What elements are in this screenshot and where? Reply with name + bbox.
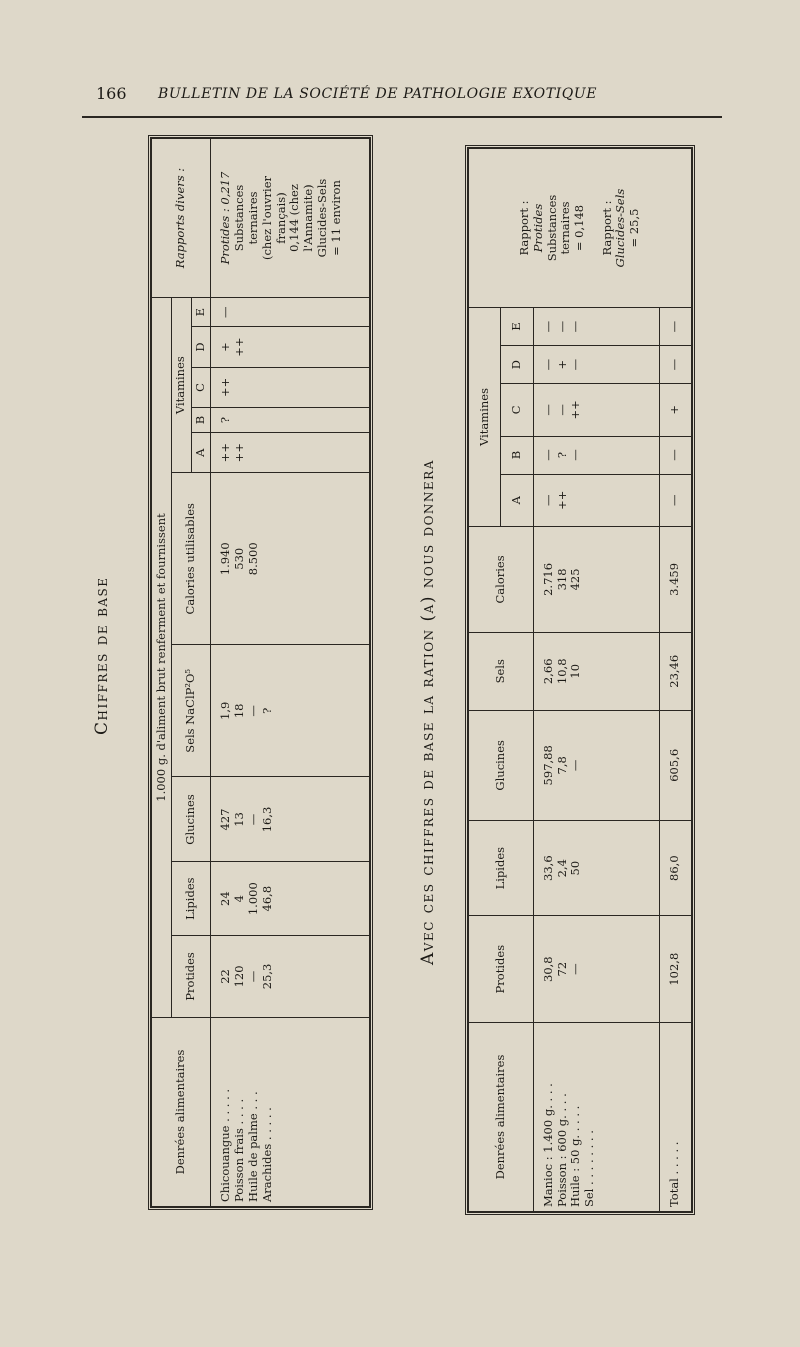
t1-value: 18 xyxy=(232,703,247,719)
t1-glucines-cell xyxy=(211,777,370,862)
running-title: BULLETIN DE LA SOCIÉTÉ DE PATHOLOGIE EXOTIQUE xyxy=(158,86,598,102)
t2-total-lipides: 86,0 xyxy=(659,820,692,915)
t1-value: ++ xyxy=(218,377,233,398)
t1-vit-b-cell xyxy=(211,408,370,433)
t2-total-protides: 102,8 xyxy=(659,916,692,1023)
t2-vit-a: A xyxy=(501,474,533,526)
t1-foods-cell xyxy=(211,1018,370,1207)
t1-value: ? xyxy=(259,707,274,714)
t2-rapport-line: = 25,5 xyxy=(627,208,642,248)
t2-value: 10,8 xyxy=(554,658,569,685)
t2-value: — xyxy=(568,963,583,975)
t2-value: — xyxy=(540,494,555,506)
t2-foods-cell xyxy=(533,1023,659,1212)
t1-vit-e-cell xyxy=(211,298,370,327)
t1-rapport-line: Glucides-Sels xyxy=(315,178,330,258)
t2-value: ? xyxy=(554,451,569,459)
t1-value: ++ xyxy=(232,443,247,463)
t1-vit-a: A xyxy=(191,432,211,472)
t2-glucines-cell xyxy=(533,710,659,820)
t2-rapport-line: Protides xyxy=(530,203,545,253)
t1-lipides-cell xyxy=(211,862,370,935)
t1-protides-cell xyxy=(211,935,370,1017)
t2-value: ++ xyxy=(554,490,569,510)
t2-calories-cell xyxy=(533,526,659,632)
t2-value: — xyxy=(568,449,583,461)
table1-title: Chiffres de base xyxy=(92,576,112,735)
t1-value: — xyxy=(246,705,261,717)
t2-total-label: Total . . . . . xyxy=(659,1023,692,1212)
t2-value: 50 xyxy=(568,860,583,876)
t1-value: — xyxy=(246,970,261,983)
t2-rapport-line: ternaires xyxy=(558,201,573,255)
t1-value: 8.500 xyxy=(246,542,261,576)
t1-value: 427 xyxy=(218,808,233,831)
t2-food: Manioc : 1.400 g. . . . xyxy=(540,1083,555,1207)
t2-total-vit-e: — xyxy=(659,308,692,346)
t2-food: Sel . . . . . . . . xyxy=(582,1130,597,1207)
t2-value: — xyxy=(540,358,555,371)
header-rule xyxy=(82,116,722,118)
t1-vit-d: D xyxy=(191,327,211,367)
t2-value: 33,6 xyxy=(540,855,555,881)
t2-col-food: Denrées alimentaires xyxy=(469,1023,534,1212)
t2-value: — xyxy=(568,759,583,772)
t1-value: 120 xyxy=(232,965,247,988)
t1-calories-cell xyxy=(211,473,370,645)
t2-value: — xyxy=(568,320,583,333)
t1-value: 4 xyxy=(232,895,247,903)
t2-total-glucines: 605,6 xyxy=(659,710,692,820)
t2-col-protides: Protides xyxy=(469,916,534,1023)
t1-value: 22 xyxy=(218,969,233,984)
t2-food: Poisson : 600 g. . . . xyxy=(554,1093,569,1207)
t2-vit-d-cell xyxy=(533,346,659,384)
t1-vit-d-cell xyxy=(211,327,370,367)
t2-rapport-line xyxy=(587,153,601,303)
t2-value: — xyxy=(568,358,583,371)
t2-vit-d: D xyxy=(501,346,533,384)
t2-col-calories: Calories xyxy=(469,526,534,632)
t1-vit-a-cell xyxy=(211,432,370,472)
t2-value: 72 xyxy=(554,961,569,977)
t1-col-protides: Protides xyxy=(171,935,211,1017)
t2-rapports-cell xyxy=(469,149,692,308)
t1-value: — xyxy=(246,813,261,826)
t2-value: 10 xyxy=(568,663,583,679)
t2-value: 30,8 xyxy=(540,956,555,982)
t1-value: ++ xyxy=(218,443,233,463)
t1-rapports-cell xyxy=(211,139,370,298)
t1-value: — xyxy=(218,306,233,318)
t2-value: + xyxy=(554,359,569,370)
t1-value: 25,3 xyxy=(259,963,274,990)
t2-rapport-line: Glucides-Sels xyxy=(613,188,628,268)
t2-sels-cell xyxy=(533,632,659,710)
t2-rapport-line: Substances xyxy=(544,194,559,262)
t1-rapport-line: français) xyxy=(273,192,288,244)
t1-value: 1.940 xyxy=(218,542,233,576)
t2-col-glucines: Glucines xyxy=(469,710,534,820)
t2-vit-c: C xyxy=(501,384,533,436)
page-header xyxy=(0,70,800,126)
t1-col-glucines: Glucines xyxy=(171,777,211,862)
t1-vit-c-cell xyxy=(211,367,370,407)
t2-col-vitamines: Vitamines xyxy=(469,308,501,527)
t1-value: 16,3 xyxy=(259,806,274,833)
t2-rapport-line: = 0,148 xyxy=(572,204,587,252)
table1 xyxy=(148,135,373,1210)
t2-vit-b: B xyxy=(501,436,533,474)
t1-vit-e: E xyxy=(191,298,211,327)
t2-rapport-line: Rapport : xyxy=(516,200,531,256)
t2-vit-e-cell xyxy=(533,308,659,346)
t1-food: Chicouangue . . . . . xyxy=(218,1088,233,1202)
t2-value: — xyxy=(540,404,555,416)
t1-col-food: Denrées alimentaires xyxy=(152,1018,211,1207)
t2-value: 2,66 xyxy=(540,658,555,685)
t1-col-lipides: Lipides xyxy=(171,862,211,935)
t1-col-vitamines: Vitamines xyxy=(171,298,191,473)
t2-value: — xyxy=(554,320,569,333)
t2-total-calories: 3.459 xyxy=(659,526,692,632)
t1-col-sels: Sels NaClP²O⁵ xyxy=(171,645,211,777)
t2-total-vit-a: — xyxy=(659,474,692,526)
t1-value: 1,9 xyxy=(218,701,233,720)
t2-total-row xyxy=(659,149,692,1212)
t1-group-header: 1.000 g. d'aliment brut renferment et fournissent xyxy=(152,298,172,1018)
t2-lipides-cell xyxy=(533,820,659,915)
t1-sels-cell xyxy=(211,645,370,777)
t2-value: 2.716 xyxy=(540,562,555,596)
t2-total-sels: 23,46 xyxy=(659,632,692,710)
t2-value: 2,4 xyxy=(554,859,569,878)
table2-title: Avec ces chiffres de base la ration (a) nous donnera xyxy=(418,459,438,965)
t2-value: 318 xyxy=(554,568,569,591)
t2-value: — xyxy=(554,404,569,416)
t2-total-vit-c: + xyxy=(659,384,692,436)
t2-rapport-line: Rapport : xyxy=(599,200,614,256)
t1-food: Huile de palme . . . xyxy=(246,1091,261,1202)
t2-value: — xyxy=(540,320,555,333)
t1-value: + xyxy=(218,342,233,352)
t1-rapport-line: = 11 environ xyxy=(328,180,343,256)
t1-rapport-line: ternaires xyxy=(246,191,261,245)
t2-total-vit-b: — xyxy=(659,436,692,474)
t1-vit-b: B xyxy=(191,408,211,433)
t1-rapport-line: l'Annamite) xyxy=(301,184,316,252)
t2-vit-b-cell xyxy=(533,436,659,474)
t1-value: 46,8 xyxy=(259,885,274,912)
t1-rapport-line: 0,144 (chez xyxy=(287,184,302,252)
t1-col-rapports: Rapports divers : xyxy=(152,139,211,298)
t1-vit-c: C xyxy=(191,367,211,407)
t1-value: ++ xyxy=(232,337,247,357)
t2-col-sels: Sels xyxy=(469,632,534,710)
t1-rapport-line: Protides : 0,217 xyxy=(218,171,233,265)
page-number: 166 xyxy=(96,84,127,103)
t1-value: ? xyxy=(218,416,233,424)
t2-total-vit-d: — xyxy=(659,346,692,384)
t2-value: 597,88 xyxy=(540,745,555,786)
t2-col-lipides: Lipides xyxy=(469,820,534,915)
t1-food: Poisson frais . . . . xyxy=(232,1098,247,1202)
t1-rapport-line: (chez l'ouvrier xyxy=(259,176,274,260)
t1-value: 530 xyxy=(232,547,247,570)
t2-vit-a-cell xyxy=(533,474,659,526)
t2-value: — xyxy=(540,449,555,461)
t1-value: 1.000 xyxy=(246,882,261,916)
t2-vit-c-cell xyxy=(533,384,659,436)
t1-rapport-line: Substances xyxy=(232,184,247,252)
t2-food: Huile : 50 g. . . . . xyxy=(568,1105,583,1207)
t2-value: 425 xyxy=(568,568,583,591)
t2-protides-cell xyxy=(533,916,659,1023)
t1-value: 13 xyxy=(232,812,247,827)
t1-col-calories: Calories utilisables xyxy=(171,473,211,645)
t2-value: 7,8 xyxy=(554,756,569,775)
table2 xyxy=(465,145,695,1215)
t1-value: 24 xyxy=(218,891,233,906)
t2-vit-e: E xyxy=(501,308,533,346)
t1-food: Arachides . . . . . xyxy=(259,1107,274,1202)
t2-value: ++ xyxy=(568,400,583,420)
